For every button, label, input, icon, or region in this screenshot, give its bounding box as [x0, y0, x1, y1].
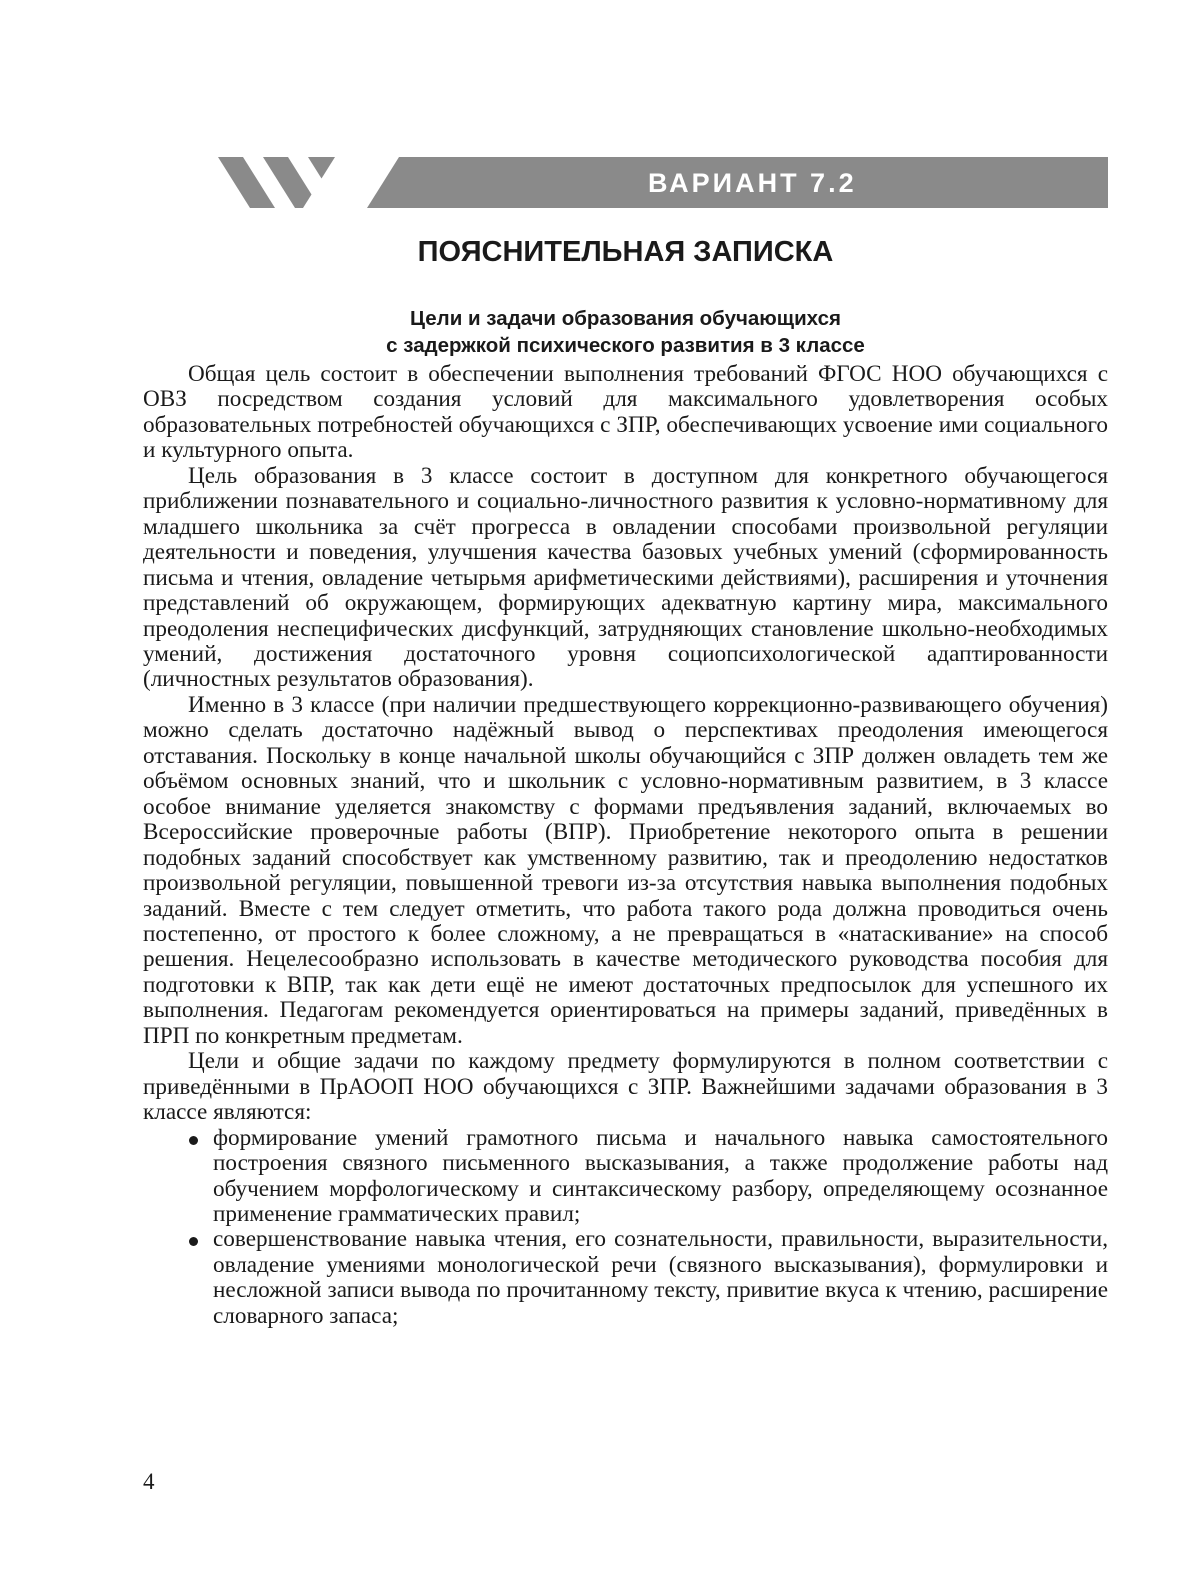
- bullet-icon: [189, 1237, 198, 1246]
- bullet-icon: [189, 1136, 198, 1145]
- section-title-line-2: с задержкой психического развития в 3 классе: [386, 334, 865, 357]
- page-title: ПОЯСНИТЕЛЬНАЯ ЗАПИСКА: [417, 236, 834, 268]
- page-number: 4: [143, 1469, 155, 1494]
- paragraph-4: Цели и общие задачи по каждому предмету формулируются в полном соответствии с приведёнными в ПрАООП НОО обучающихся с ЗПР. Важнейшими задачами образования в 3 классе являются:: [143, 1048, 1108, 1126]
- paragraph-1: Общая цель состоит в обеспечении выполнения требований ФГОС НОО обучающихся с ОВЗ посредством создания условий для максимального удовлетворения особых образовательных потребностей обучающихся с ЗПР, обеспечивающих усвоение ими социального и культурного опыта.: [143, 361, 1108, 464]
- task-list: [143, 1126, 1108, 1330]
- list-item: [143, 1227, 1108, 1329]
- paragraph-3: Именно в 3 классе (при наличии предшествующего коррекционно-развивающего обучения) можно сделать достаточно надёжный вывод о перспективах преодоления имеющегося отставания. Поскольку в конце начальной школы обучающийся с ЗПР должен овладеть тем же объёмом основных знаний, что и школьник с условно-нормативным развитием, в 3 классе особое внимание уделяется знакомству с формами предъявления заданий, включаемых во Всероссийские проверочные работы (ВПР). Приобретение некоторого опыта в решении подобных заданий способствует как умственному развитию, так и преодолению недостатков произвольной регуляции, повышенной тревоги из-за отсутствия навыка выполнения подобных заданий. Вместе с тем следует отметить, что работа такого рода должна проводиться очень постепенно, от простого к более сложному, а не превращаться в «натаскивание» на способ решения. Нецелесообразно использовать в качестве методического руководства пособия для подготовки к ВПР, так как дети ещё не имеют достаточных предпосылок для успешного их выполнения. Педагогам рекомендуется ориентироваться на примеры заданий, приведённых в ПРП по конкретным предметам.: [143, 691, 1108, 1049]
- variant-banner: [143, 157, 1108, 208]
- list-item-text: совершенствование навыка чтения, его сознательности, правильности, выразительности, овладение умениями монологической речи (связного высказывания), формулировки и несложной записи вывода по прочитанному тексту, привитие вкуса к чтению, расширение словарного запаса;: [213, 1226, 1108, 1329]
- banner-title: ВАРИАНТ 7.2: [648, 168, 857, 198]
- section-title-line-1: Цели и задачи образования обучающихся: [410, 307, 841, 330]
- list-item: [143, 1126, 1108, 1228]
- body-text: [143, 362, 1108, 1329]
- paragraph-2: Цель образования в 3 классе состоит в доступном для конкретного обучающегося приближении познавательного и социально-личностного развития к условно-нормативному для младшего школьника за счёт прогресса в овладении способами произвольной регуляции деятельности и поведения, улучшения качества базовых учебных умений (сформированность письма и чтения, овладение четырьмя арифметическими действиями), расширения и уточнения представлений об окружающем, формирующих адекватную картину мира, максимального преодоления неспецифических дисфункций, затрудняющих становление школьно-необходимых умений, достижения достаточного уровня социопсихологической адаптированности (личностных результатов образования).: [143, 462, 1108, 693]
- banner-stripes-decoration: [143, 157, 1108, 208]
- list-item-text: формирование умений грамотного письма и начального навыка самостоятельного построения связного письменного высказывания, а также продолжение работы над обучением морфологическому и синтаксическому разбору, определяющему осознанное применение грамматических правил;: [213, 1124, 1108, 1227]
- section-title: [143, 305, 1108, 359]
